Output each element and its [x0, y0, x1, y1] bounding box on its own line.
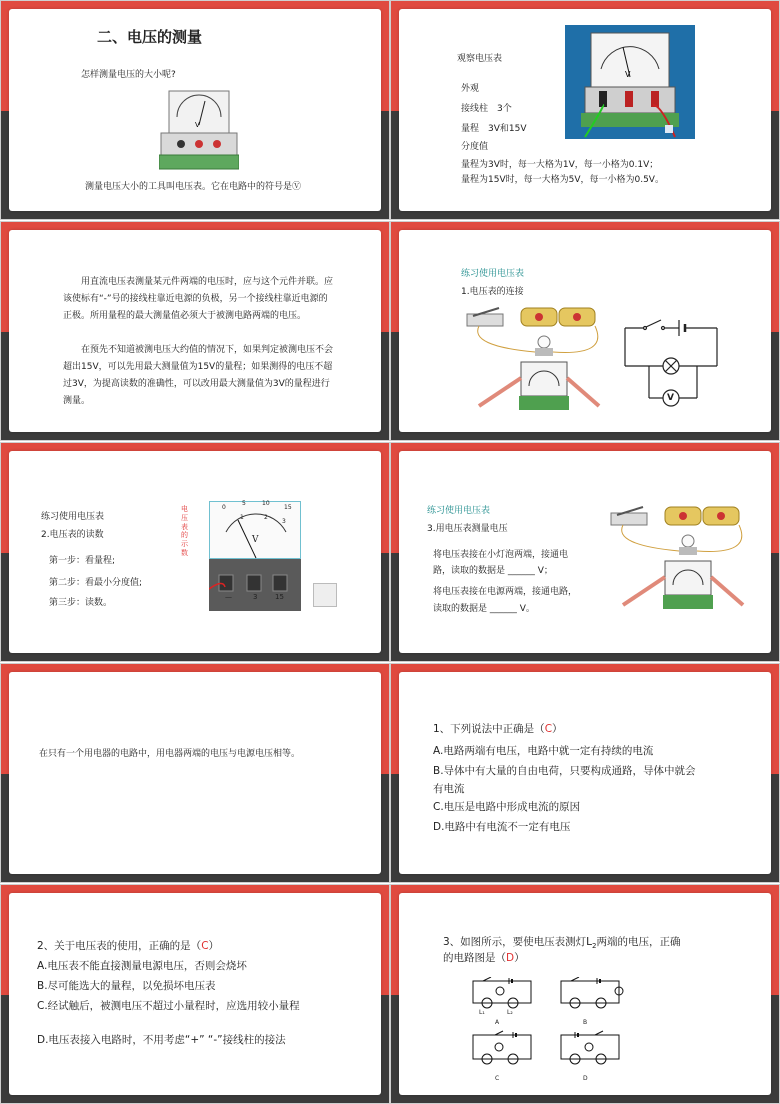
circuit-photo [603, 505, 753, 615]
terminal-label: — [225, 593, 232, 601]
question-stem: 2、关于电压表的使用，正确的是（C） [37, 940, 220, 952]
meter-base [209, 559, 301, 611]
scale-label: 15 [284, 504, 292, 511]
division-line-15v: 量程为15V时，每一大格为5V，每一小格为0.5V。 [461, 175, 664, 185]
list-item: 第二步：看最小分度值; [49, 578, 143, 588]
option-label-d[interactable]: D [583, 1075, 588, 1082]
slide-9[interactable] [0, 884, 390, 1104]
scale-label: 3 [282, 518, 286, 525]
meter-arc [210, 502, 302, 560]
terminal-label: 15 [275, 593, 284, 601]
slide-4[interactable] [390, 221, 780, 441]
option-d[interactable]: D.电压表接入电路时，不用考虑“+” “-”接线柱的接法 [37, 1034, 286, 1046]
caption-text: 测量电压大小的工具叫电压表。它在电路中的符号是Ⓥ [85, 182, 302, 192]
slide-card [9, 9, 381, 211]
slide-title: 二、电压的测量 [97, 28, 203, 46]
conclusion-text: 在只有一个用电器的电路中，用电器两端的电压与电源电压相等。 [39, 749, 301, 759]
circuit-options [469, 977, 645, 1085]
scale-label: 0 [222, 504, 226, 511]
option-b[interactable]: B.尽可能选大的量程，以免损坏电压表 [37, 980, 216, 992]
option-d[interactable]: D.电路中有电流不一定有电压 [433, 821, 571, 833]
question-text: 怎样测量电压的大小呢? [81, 70, 176, 80]
scale-label: 1 [240, 514, 244, 521]
voltmeter-symbol: V [667, 393, 674, 403]
option-label-c[interactable]: C [495, 1075, 500, 1082]
voltmeter-photo [565, 25, 695, 139]
control-widget[interactable] [313, 583, 337, 607]
instruction-line: 路，读取的数据是 ______ V； [433, 566, 553, 576]
slide-card [9, 451, 381, 653]
meter-face [209, 501, 301, 559]
list-item: 分度值 [461, 142, 489, 152]
slide-card [9, 893, 381, 1095]
section-subheading: 3.用电压表测量电压 [427, 524, 508, 534]
slide-card [9, 230, 381, 432]
answer-letter: C [544, 723, 553, 735]
question-stem-cont: 的电路图是（D） [443, 952, 525, 964]
slide-card [399, 893, 771, 1095]
instruction-line: 将电压表接在电源两端，接通电路， [433, 587, 578, 597]
scale-label: 2 [264, 514, 268, 521]
scale-label: 5 [242, 500, 246, 507]
paragraph-2: 在预先不知道被测电压大约值的情况下，如果判定被测电压不会超出15V，可以先用最大测量值为15V的量程；如果测得的电压不超过3V，为提高读数的准确性，可以改用最大测量值为3V的量程进行测量。 [63, 345, 334, 407]
list-item: 第三步：读数。 [49, 598, 113, 608]
terminal-label: 3 [253, 593, 258, 601]
list-item: 接线柱 3个 [461, 104, 512, 114]
option-a[interactable]: A.电压表不能直接测量电源电压，否则会烧坏 [37, 960, 247, 972]
list-item: 量程 3V和15V [461, 124, 527, 134]
lamp-label: L₂ [507, 1009, 513, 1016]
vertical-label: 电压表的示数 [181, 505, 188, 557]
section-heading: 练习使用电压表 [41, 512, 105, 522]
slide-card [399, 672, 771, 874]
slide-10[interactable] [390, 884, 780, 1104]
option-label-b[interactable]: B [583, 1019, 588, 1026]
slide-card [9, 672, 381, 874]
option-label-a[interactable]: A [495, 1019, 500, 1026]
slide-6[interactable] [390, 442, 780, 662]
instruction-line: 读取的数据是 ______ V。 [433, 604, 535, 614]
instruction-line: 将电压表接在小灯泡两端，接通电 [433, 550, 569, 560]
svg-text:V: V [625, 70, 631, 79]
option-c[interactable]: C.电压是电路中形成电流的原因 [433, 801, 581, 813]
slide-card [399, 230, 771, 432]
slide-5[interactable] [0, 442, 390, 662]
voltmeter-symbol: Ⓥ [292, 182, 302, 192]
slide-3[interactable] [0, 221, 390, 441]
circuit-photo [459, 306, 609, 416]
slide-card [399, 9, 771, 211]
slide-8[interactable] [390, 663, 780, 883]
list-item: 第一步：看量程; [49, 556, 116, 566]
list-item: 外观 [461, 84, 480, 94]
terminal-knobs [209, 559, 301, 611]
slide-card [399, 451, 771, 653]
question-stem: 1、下列说法中正确是（C） [433, 723, 563, 735]
section-subheading: 2.电压表的读数 [41, 530, 104, 540]
section-heading: 练习使用电压表 [461, 269, 525, 279]
section-heading: 观察电压表 [457, 54, 503, 64]
scale-label: 10 [262, 500, 270, 507]
slide-7[interactable] [0, 663, 390, 883]
unit-label: V [252, 535, 259, 545]
slide-1[interactable] [0, 0, 390, 220]
section-subheading: 1.电压表的连接 [461, 287, 524, 297]
lamp-label: L₁ [479, 1009, 485, 1016]
svg-text:V: V [195, 121, 200, 129]
option-c[interactable]: C.经试触后，被测电压不超过小量程时，应选用较小量程 [37, 1000, 300, 1012]
slide-2[interactable] [390, 0, 780, 220]
answer-letter: D [506, 952, 515, 964]
question-stem: 3、如图所示，要使电压表测灯$L_2$两端的电压，正确 [443, 936, 681, 951]
division-line-3v: 量程为3V时，每一大格为1V，每一小格为0.1V； [461, 160, 659, 170]
voltmeter-image [159, 89, 239, 173]
answer-letter: C [201, 940, 209, 952]
option-b[interactable]: B.导体中有大量的自由电荷，只要构成通路，导体中就会有电流 [433, 765, 696, 796]
section-heading: 练习使用电压表 [427, 506, 491, 516]
option-a[interactable]: A.电路两端有电压，电路中就一定有持续的电流 [433, 745, 654, 757]
paragraph-1: 用直流电压表测量某元件两端的电压时，应与这个元件并联。应该使标有“-”号的接线柱靠近电源的负极，另一个接线柱靠近电源的正极。所用量程的最大测量值必须大于被测电路两端的电压。 [63, 277, 334, 322]
